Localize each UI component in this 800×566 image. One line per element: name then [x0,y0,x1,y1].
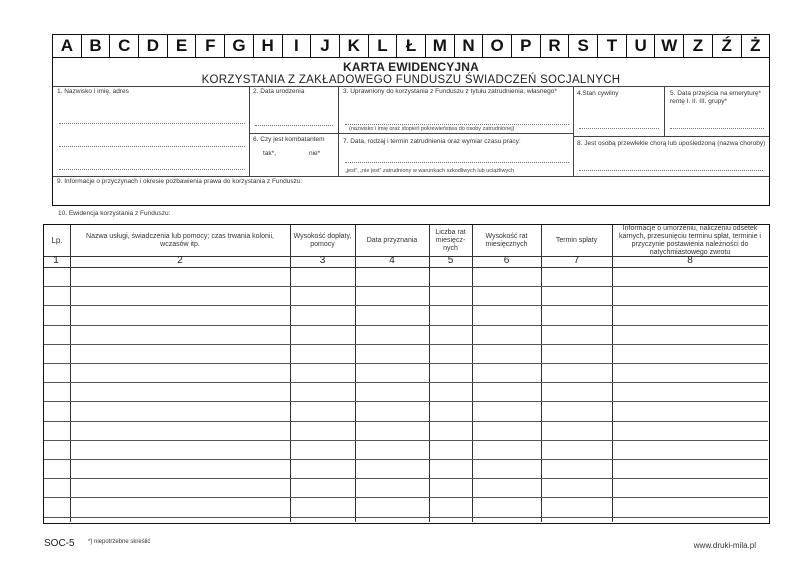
field-5-label: 5. Data przejścia na emeryturę* rentę I. II. III. grupy* [670,90,762,105]
field-8-label: 8. Jest osobą przewlekle chorą lub upośledzoną (nazwa choroby) [577,140,766,147]
field-1-line[interactable] [59,146,245,147]
table-number-row-divider [44,267,768,268]
alphabet-letter[interactable]: M [426,35,455,57]
table-row-divider [44,344,768,345]
form-subtitle: KORZYSTANIA Z ZAKŁADOWEGO FUNDUSZU ŚWIADCZEŃ SOCJALNYCH [201,74,621,86]
table-row-divider [44,286,768,287]
alphabet-letter[interactable]: F [196,35,225,57]
alphabet-letter[interactable]: I [283,35,312,57]
table-row-divider [44,325,768,326]
alphabet-letter[interactable]: G [225,35,254,57]
field-8-line[interactable] [579,170,763,171]
alphabet-letter[interactable]: U [627,35,656,57]
field-1-line[interactable] [59,123,245,124]
table-row-divider [44,440,768,441]
table-column-header: Lp. [51,235,63,245]
divider [664,86,665,136]
field-5-line[interactable] [670,128,764,129]
table-row-divider [44,363,768,364]
field-1-line[interactable] [59,169,245,170]
field-6-yes[interactable]: tak*, [263,150,277,157]
alphabet-letter[interactable]: P [512,35,541,57]
ledger-table [43,224,770,524]
alphabet-letter[interactable]: K [340,35,369,57]
alphabet-letter[interactable]: S [569,35,598,57]
table-row-divider [44,478,768,479]
table-column-number: 7 [573,255,580,266]
table-column-header: Wysokość rat miesięcznych [485,232,528,248]
alphabet-letter[interactable]: W [655,35,684,57]
table-column-header: Liczba rat miesięcz-nych [435,228,466,252]
alphabet-letter[interactable]: L [369,35,398,57]
alphabet-letter[interactable]: C [110,35,139,57]
alphabet-letter[interactable]: O [483,35,512,57]
table-column-header: Nazwa usługi, świadczenia lub pomocy; czas trwania kolonii, wczasów itp. [86,232,274,248]
alphabet-letter[interactable]: N [455,35,484,57]
table-row-divider [44,459,768,460]
divider [338,86,339,176]
divider [249,133,573,134]
table-row-divider [44,401,768,402]
field-1-label: 1. Nazwisko i imię, adres [57,88,129,95]
alphabet-letter[interactable]: J [311,35,340,57]
table-row-divider [44,382,768,383]
field-6-no[interactable]: nie* [309,150,321,157]
header-card [52,58,770,206]
field-4-line[interactable] [579,128,659,129]
field-2-label: 2. Data urodzenia [253,88,305,95]
field-7-note: „jest”, „nie jest” zatrudniony w warunkach szkodliwych lub uciążliwych [345,168,515,174]
alphabet-index-strip [52,34,770,58]
form-code: SOC-5 [44,538,75,549]
table-column-header: Informacje o umorzeniu, naliczeniu odsetek karnych, przesunięciu terminu spłat, terminie i przyczynie postawienia należności do natychmiastowego zwrotu [618,224,761,256]
publisher-website: www.druki-mila.pl [693,541,756,550]
table-row-divider [44,517,768,518]
alphabet-letter[interactable]: B [82,35,111,57]
table-column-number: 8 [687,255,693,266]
footnote: *) niepotrzebne skreślić [88,539,151,545]
divider [573,136,769,137]
table-column-header: Termin spłaty [555,236,598,244]
table-column-number: 6 [503,255,510,266]
field-3-note: (nazwisko i imię oraz stopień pokrewieństwa do osoby zatrudnionej) [349,126,515,132]
field-3-label: 3. Uprawniony do korzystania z Funduszu z tytułu zatrudnienia; własnego* [343,88,557,95]
divider [53,176,769,177]
table-column-number: 3 [319,255,326,266]
table-column-number: 2 [177,255,183,266]
table-column-header: Data przyznania [366,236,418,244]
section-10-label: 10. Ewidencja korzystania z Funduszu: [58,210,171,217]
divider [53,86,769,87]
table-row-divider [44,497,768,498]
field-7-label: 7. Data, rodzaj i termin zatrudnienia oraz wymiar czasu pracy: [343,138,521,145]
table-column-number: 5 [447,255,454,266]
field-3-line[interactable] [345,124,569,125]
field-9-label: 9. Informacje o przyczynach i okresie pozbawienia prawa do korzystania z Funduszu: [57,178,303,185]
table-column-header: Wysokość dopłaty, pomocy [293,232,352,248]
table-row-divider [44,305,768,306]
alphabet-letter[interactable]: Ż [750,36,761,55]
table-column-number: 4 [389,255,395,266]
field-7-line[interactable] [345,162,569,163]
alphabet-letter[interactable]: D [139,35,168,57]
alphabet-letter[interactable]: R [541,35,570,57]
alphabet-letter[interactable]: E [168,35,197,57]
field-6-label: 6. Czy jest kombatantem [253,136,325,143]
field-2-line[interactable] [255,125,333,126]
table-column-number: 1 [53,255,59,266]
divider [573,86,574,176]
form-title: KARTA EWIDENCYJNA [342,60,480,74]
alphabet-letter[interactable]: H [254,35,283,57]
alphabet-letter[interactable]: Ź [713,35,742,57]
table-row-divider [44,421,768,422]
divider [249,86,250,176]
alphabet-letter[interactable]: Z [684,35,713,57]
alphabet-letter[interactable]: T [598,35,627,57]
alphabet-letter[interactable]: Ł [397,35,426,57]
field-4-label: 4.Stan cywilny [577,90,619,97]
alphabet-letter[interactable]: A [53,35,82,57]
